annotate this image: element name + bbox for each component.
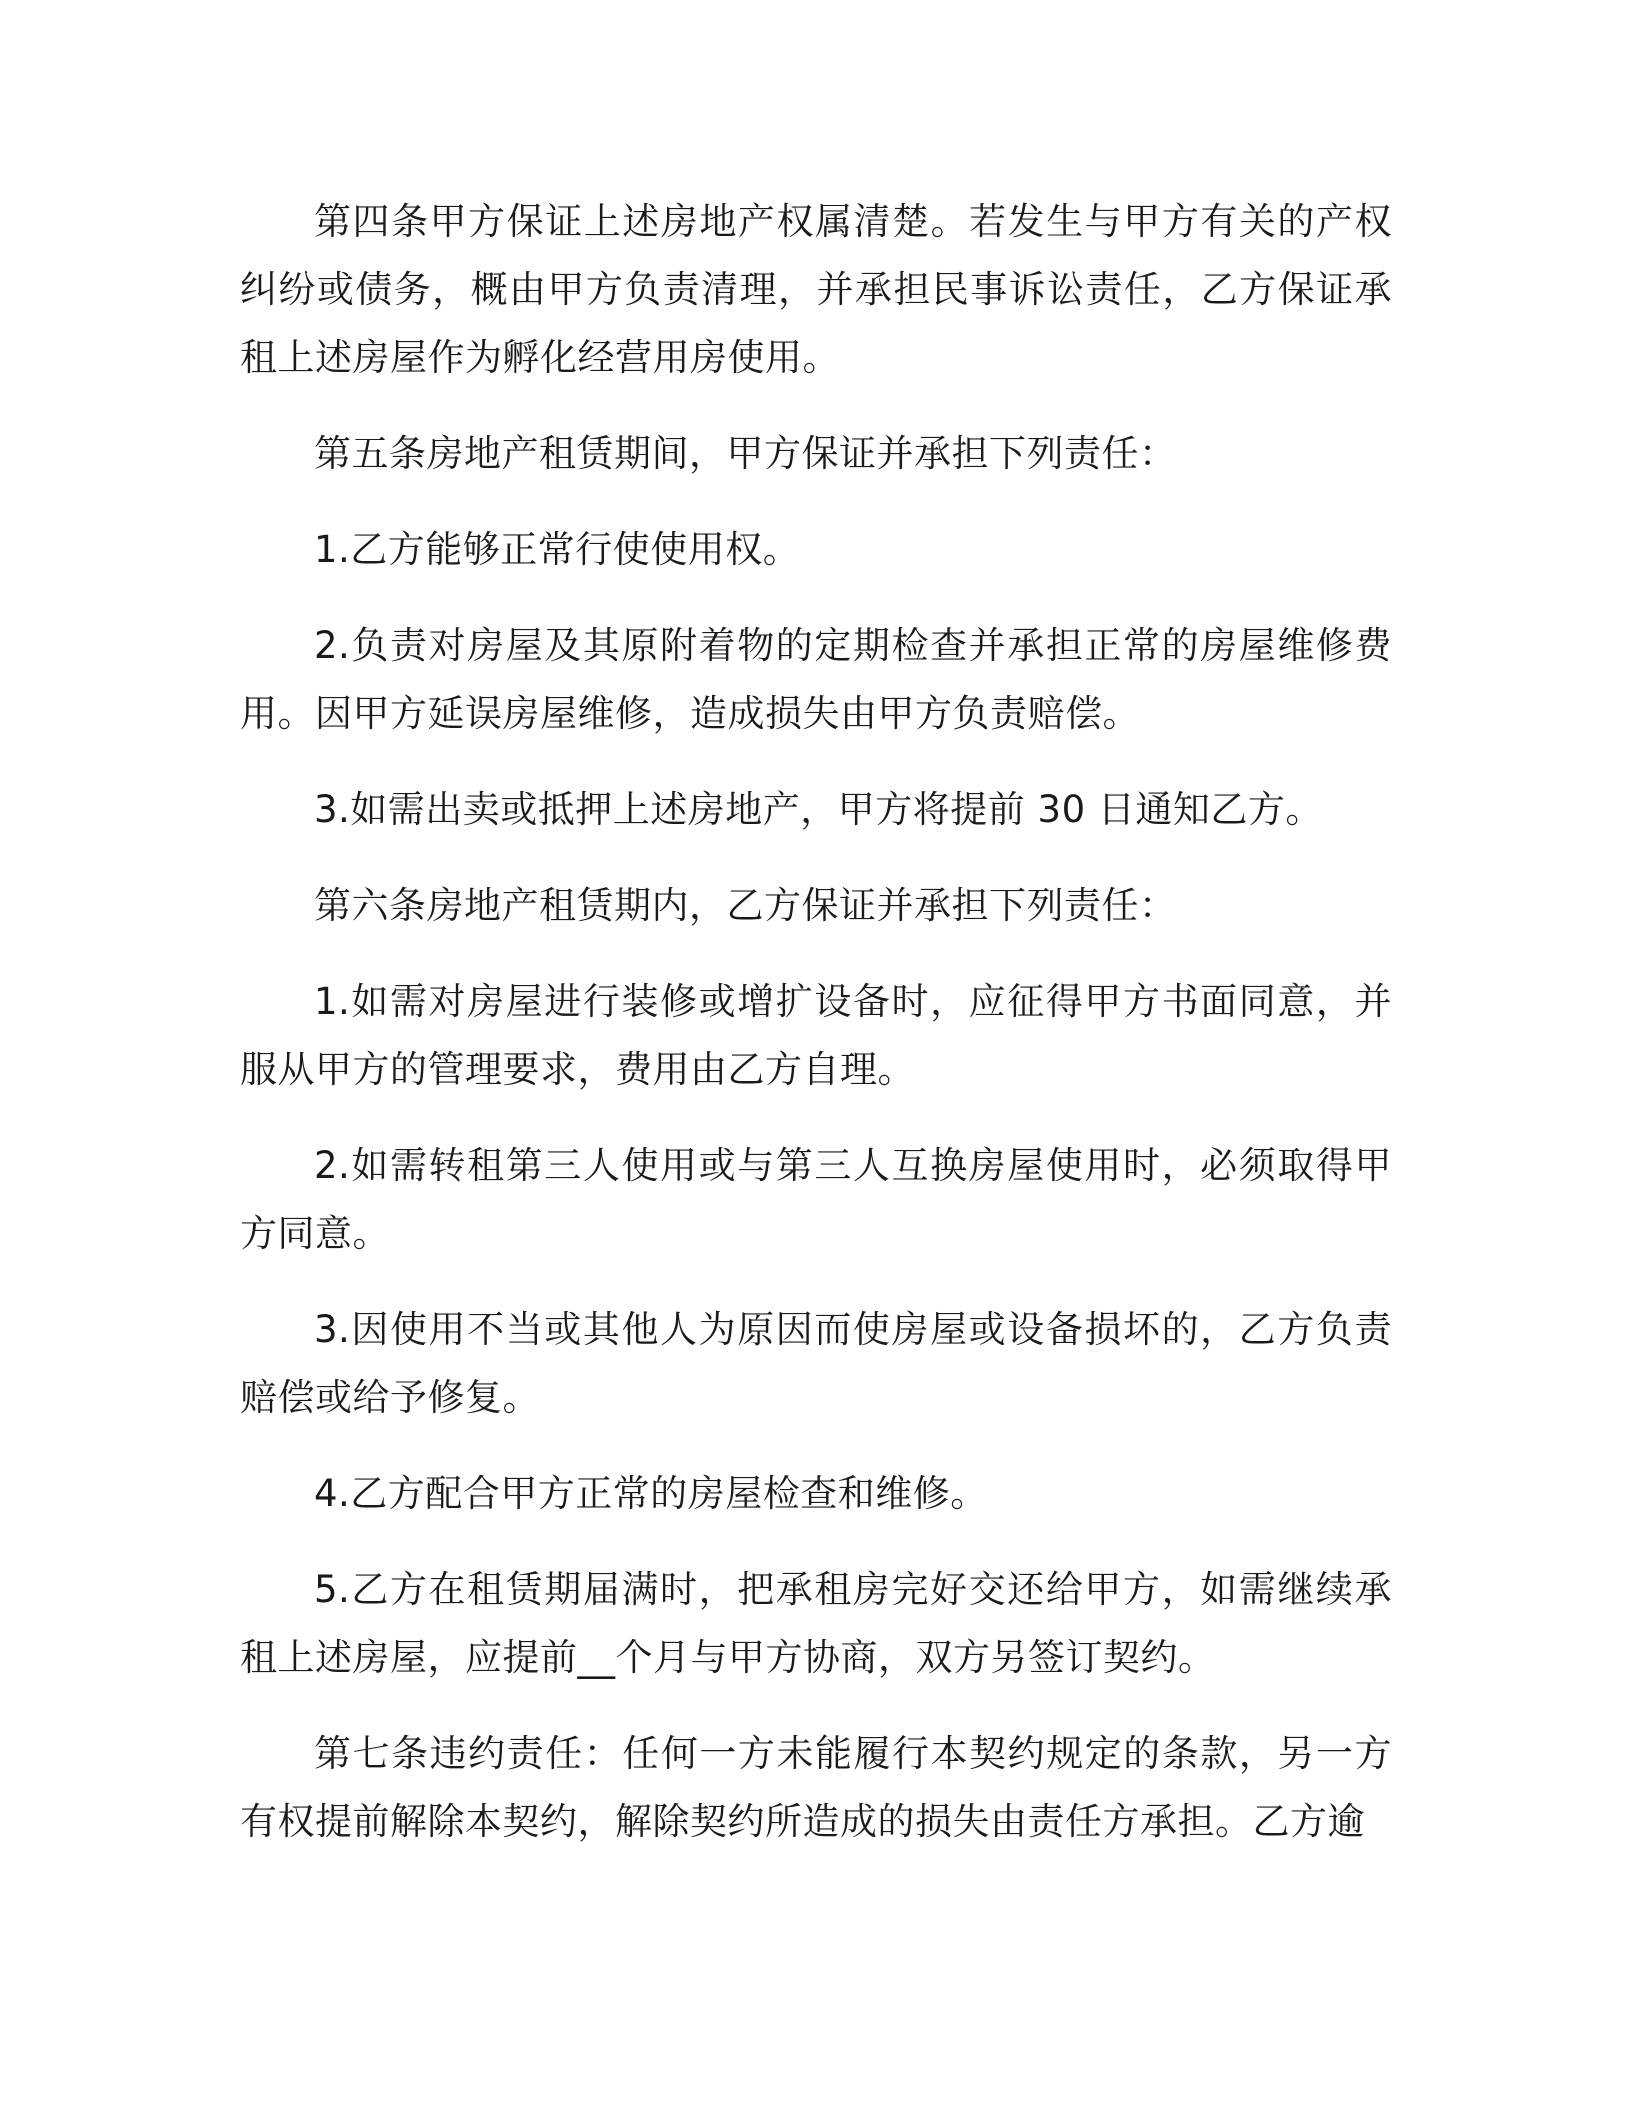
clause-7-paragraph: 第七条违约责任：任何一方未能履行本契约规定的条款，另一方有权提前解除本契约，解除契约所造成的损失由责任方承担。乙方逾 [240, 1732, 1392, 1843]
clause-6-item-1: 1.如需对房屋进行装修或增扩设备时，应征得甲方书面同意，并服从甲方的管理要求，费用由乙方自理。 [240, 980, 1392, 1091]
clause-6-item-3: 3.因使用不当或其他人为原因而使房屋或设备损坏的，乙方负责赔偿或给予修复。 [240, 1308, 1392, 1419]
document-page [240, 188, 1392, 1884]
clause-6-item-2: 2.如需转租第三人使用或与第三人互换房屋使用时，必须取得甲方同意。 [240, 1144, 1392, 1255]
clause-5-item-2: 2.负责对房屋及其原附着物的定期检查并承担正常的房屋维修费用。因甲方延误房屋维修，造成损失由甲方负责赔偿。 [240, 624, 1392, 735]
clause-5-item-3: 3.如需出卖或抵押上述房地产，甲方将提前 30 日通知乙方。 [314, 788, 1323, 831]
clause-6-item-4: 4.乙方配合甲方正常的房屋检查和维修。 [314, 1472, 988, 1515]
clause-6-heading: 第六条房地产租赁期内，乙方保证并承担下列责任： [314, 884, 1177, 927]
clause-6-item-5: 5.乙方在租赁期届满时，把承租房完好交还给甲方，如需继续承租上述房屋，应提前__个月与甲方协商，双方另签订契约。 [240, 1568, 1392, 1679]
clause-5-item-1: 1.乙方能够正常行使使用权。 [314, 528, 801, 571]
clause-5-heading: 第五条房地产租赁期间，甲方保证并承担下列责任： [314, 432, 1177, 475]
clause-4-paragraph: 第四条甲方保证上述房地产权属清楚。若发生与甲方有关的产权纠纷或债务，概由甲方负责清理，并承担民事诉讼责任，乙方保证承租上述房屋作为孵化经营用房使用。 [240, 200, 1392, 379]
